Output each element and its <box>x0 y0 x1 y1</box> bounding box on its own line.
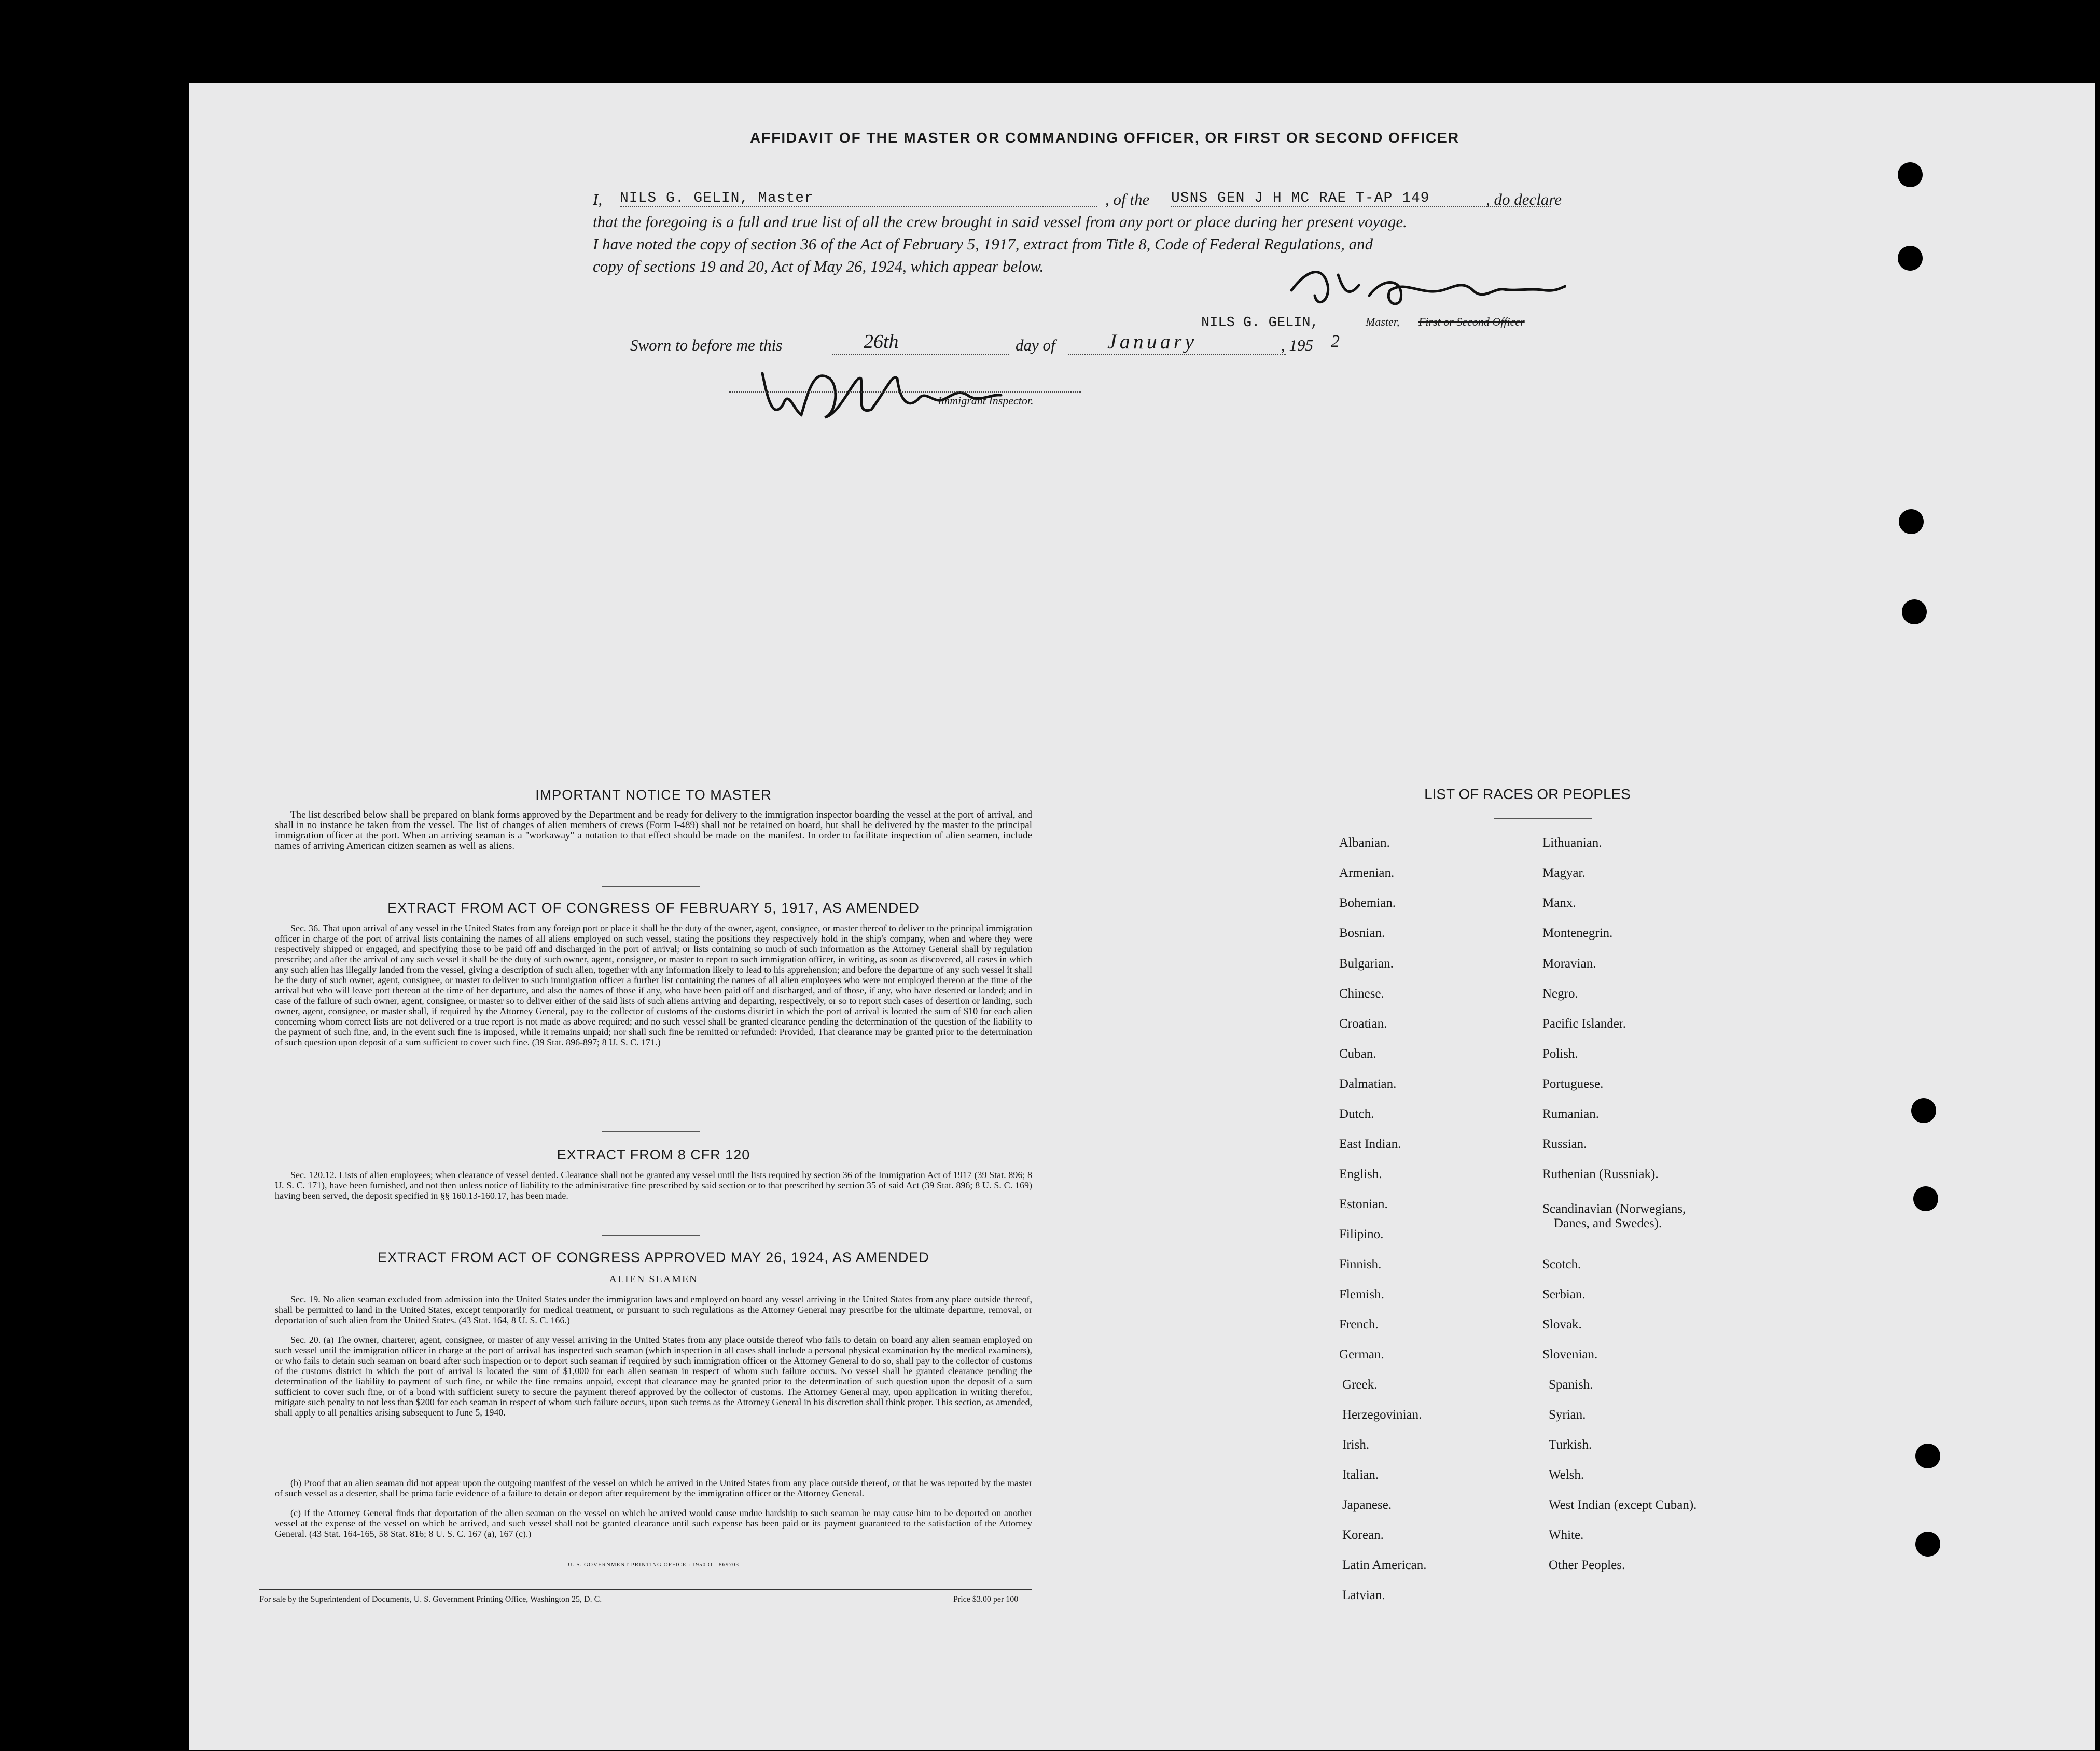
sworn-day-value: 26th <box>864 331 899 353</box>
extract-1924-title: EXTRACT FROM ACT OF CONGRESS APPROVED MAY 26, 1924, AS AMENDED <box>378 1250 929 1265</box>
price-note: Price $3.00 per 100 <box>953 1595 1019 1604</box>
race-item: Rumanian. <box>1542 1107 1600 1121</box>
race-item: Scotch. <box>1542 1257 1581 1271</box>
race-item: East Indian. <box>1339 1137 1401 1151</box>
race-item: Spanish. <box>1549 1378 1593 1392</box>
punch-hole <box>1902 599 1927 624</box>
extract-cfr-title: EXTRACT FROM 8 CFR 120 <box>557 1147 750 1162</box>
divider <box>602 1131 700 1132</box>
race-item: Dutch. <box>1339 1107 1374 1121</box>
notice-body: The list described below shall be prepared on blank forms approved by the Department and be ready for delivery to the immigration inspector boarding the vessel at the port of arrival, and shall in no instance be taken from the vessel. The list of changes of alien members of crews (Form I-489) shall not be retained on board, but shall be delivered by the master to the principal immigration officer at the port. When an arriving seaman is a "workaway" a notation to that effect should be made on the manifest. In order to facilitate inspection of alien seamen, include names of arriving American citizen seamen as well as aliens. <box>275 809 1032 851</box>
punch-hole <box>1898 162 1923 187</box>
race-item: Japanese. <box>1342 1498 1392 1512</box>
race-item: Serbian. <box>1542 1287 1586 1301</box>
sworn-month-value: January <box>1107 330 1198 353</box>
punch-hole <box>1899 509 1924 534</box>
race-item: Latin American. <box>1342 1558 1427 1572</box>
affidavit-line-4: copy of sections 19 and 20, Act of May 26, 1924, which appear below. <box>593 257 1044 275</box>
divider <box>602 886 700 887</box>
races-title: LIST OF RACES OR PEOPLES <box>1424 786 1631 802</box>
footer-rule <box>259 1589 1032 1590</box>
race-item: Negro. <box>1542 987 1578 1001</box>
race-item: Filipino. <box>1339 1227 1384 1241</box>
punch-hole <box>1915 1532 1940 1557</box>
race-item: Greek. <box>1342 1378 1378 1392</box>
extract-1924-sec19: Sec. 19. No alien seaman excluded from admission into the United States under the immigration laws and employed on board any vessel arriving in the United States from any place outside thereof, shall be permitted to land in the United States, except temporarily for medical treatment, or pursuant to such regulations as the Attorney General may prescribe for the ultimate departure, removal, or deportation of such alien from the United States. (43 Stat. 164, 8 U. S. C. 166.) <box>275 1294 1032 1325</box>
affidavit-prefix: I, <box>593 190 603 208</box>
sworn-year-digit: 2 <box>1331 332 1340 351</box>
race-item: Slovenian. <box>1542 1348 1598 1362</box>
divider <box>602 1235 700 1236</box>
race-item: Italian. <box>1342 1468 1379 1482</box>
extract-1917-body: Sec. 36. That upon arrival of any vessel in the United States from any foreign port or place it shall be the duty of the owner, agent, consignee, or master thereof to deliver to the principal immigration officer in charge of the port of arrival lists containing the names of all aliens employed on such vessel, stating the positions they respectively hold in the ship's company, when and where they were respectively shipped or engaged, and specifying those to be paid off and discharged in the port of arrival; or lists containing so much of such information as the Attorney General shall by regulation prescribe; and after the arrival of any such vessel it shall be the duty of such owner, agent, consignee, or master to report to such immigration officer, in writing, as soon as discovered, all cases in which any such alien has illegally landed from the vessel, giving a description of such alien, together with any information likely to lead to his apprehension; and before the departure of any such vessel it shall be the duty of such owner, agent, consignee, or master to deliver to such immigration officer a further list containing the names of all alien employees who were not employed thereon at the time of the arrival but who will leave port thereon at the time of her departure, and also the names of those if any, who have been paid off and discharged, and of those, if any, who have deserted or landed; and in case of the failure of such owner, agent, consignee, or master so to deliver either of the said lists of such aliens arriving and departing, respectively, or so to report such cases of desertion or landing, such owner, agent, consignee, or master shall, if required by the Attorney General, pay to the collector of customs of the customs district in which the port of arrival is located the sum of $10 for each alien concerning whom correct lists are not delivered or a true report is not made as above required; and no such vessel shall be granted clearance pending the determination of the question of the liability to the payment of such fine, and, in the event such fine is imposed, while it remains unpaid; nor shall such fine be remitted or refunded: Provided, That clearance may be granted prior to the determination of such question upon deposit of a sum sufficient to cover such fine. (39 Stat. 896-897; 8 U. S. C. 171.) <box>275 923 1032 1047</box>
race-item: Herzegovinian. <box>1342 1408 1422 1422</box>
signer-typed-name: NILS G. GELIN, <box>1201 315 1319 331</box>
notice-title: IMPORTANT NOTICE TO MASTER <box>535 787 772 803</box>
punch-hole <box>1911 1098 1936 1123</box>
master-name-field: NILS G. GELIN, Master <box>620 190 1097 207</box>
race-item: Montenegrin. <box>1542 926 1613 940</box>
race-item: Flemish. <box>1339 1287 1384 1301</box>
inspector-label: Immigrant Inspector. <box>938 394 1034 407</box>
sworn-month-field <box>1068 330 1286 355</box>
race-item: Finnish. <box>1339 1257 1382 1271</box>
extract-cfr-body: Sec. 120.12. Lists of alien employees; when clearance of vessel denied. Clearance shall not be granted any vessel until the lists required by section 36 of the Immigration Act of 1917 (39 Stat. 896; 8 U. S. C. 171), have been furnished, and not then unless notice of liability to the administrative fine prescribed by said section or to that prescribed by section 35 of said Act (39 Stat. 896; 8 U. S. C. 169) having been served, the deposit specified in §§ 160.13-160.17, has been made. <box>275 1170 1032 1201</box>
race-item: Moravian. <box>1542 957 1596 971</box>
race-item: Korean. <box>1342 1528 1384 1542</box>
signer-role-struck: First or Second Officer <box>1418 315 1525 328</box>
for-sale-note: For sale by the Superintendent of Documents, U. S. Government Printing Office, Washington 25, D. C. <box>259 1595 602 1604</box>
affidavit-of: , of the <box>1105 190 1150 208</box>
sworn-prefix: Sworn to before me this <box>630 336 783 354</box>
race-item: German. <box>1339 1348 1384 1362</box>
sworn-day-field <box>832 333 1009 355</box>
race-item: Turkish. <box>1549 1438 1592 1452</box>
race-item: Lithuanian. <box>1542 836 1602 850</box>
master-signature <box>1286 259 1566 316</box>
affidavit-declare: , do declare <box>1486 190 1562 208</box>
race-item: Scandinavian (Norwegians, <box>1542 1202 1686 1216</box>
extract-1924-subtitle: ALIEN SEAMEN <box>609 1273 698 1285</box>
race-item: Danes, and Swedes). <box>1554 1216 1662 1230</box>
race-item: Bohemian. <box>1339 896 1396 910</box>
affidavit-line-2: that the foregoing is a full and true list of all the crew brought in said vessel from any port or place during her present voyage. <box>593 213 1407 231</box>
race-item: Estonian. <box>1339 1197 1388 1211</box>
race-item: Manx. <box>1542 896 1576 910</box>
race-item: Dalmatian. <box>1339 1077 1397 1091</box>
race-item: Polish. <box>1542 1047 1578 1061</box>
race-item: Chinese. <box>1339 987 1384 1001</box>
punch-hole <box>1898 246 1923 271</box>
affidavit-title: AFFIDAVIT OF THE MASTER OR COMMANDING OFFICER, OR FIRST OR SECOND OFFICER <box>749 130 1460 146</box>
signer-role: Master, <box>1366 315 1400 328</box>
race-item: Syrian. <box>1549 1408 1586 1422</box>
race-item: Other Peoples. <box>1549 1558 1625 1572</box>
race-item: Russian. <box>1542 1137 1587 1151</box>
punch-hole <box>1913 1186 1938 1211</box>
race-item: Magyar. <box>1542 866 1586 880</box>
race-item: Croatian. <box>1339 1017 1387 1031</box>
race-item: West Indian (except Cuban). <box>1549 1498 1697 1512</box>
divider <box>1494 818 1592 819</box>
extract-1924-sec20a: Sec. 20. (a) The owner, charterer, agent, consignee, or master of any vessel arriving in the United States from any place outside thereof who fails to detain on board any alien seaman employed on such vessel until the immigration officer in charge at the port of arrival has inspected such seaman (which inspection in all cases shall include a personal physical examination by the medical examiners), or who fails to detain such seaman on board after such inspection or to deport such seaman if required by such immigration officer or the Attorney General to do so, shall pay to the collector of customs of the customs district in which the port of arrival is located the sum of $1,000 for each alien seaman in respect of whom such failure occurs. No vessel shall be granted clearance pending the determination of the liability to payment of such fine, or while the fine remains unpaid, except that clearance may be granted prior to the determination of such question upon the deposit of a sum sufficient to cover such fine, or of a bond with sufficient surety to secure the payment thereof approved by the collector of customs. The Attorney General may, upon application in writing therefor, mitigate such penalty to not less than $200 for each seaman in respect of whom such failure occurs, upon such terms as the Attorney General in his discretion shall think proper. This section, as amended, shall apply to all penalties arising subsequent to June 5, 1940. <box>275 1335 1032 1418</box>
extract-1917-title: EXTRACT FROM ACT OF CONGRESS OF FEBRUARY 5, 1917, AS AMENDED <box>387 900 920 916</box>
race-item: Bosnian. <box>1339 926 1385 940</box>
sworn-dayof: day of <box>1016 336 1055 354</box>
race-item: Ruthenian (Russniak). <box>1542 1167 1659 1181</box>
race-item: Bulgarian. <box>1339 957 1394 971</box>
extract-1924-sec20c: (c) If the Attorney General finds that deportation of the alien seaman on the vessel on which he arrived would cause undue hardship to such seaman he may cause him to be deported on another vessel at the expense of the vessel on which he arrived, and such vessel shall not be granted clearance until such expense has been paid or its payment guaranteed to the satisfaction of the Attorney General. (43 Stat. 164-165, 58 Stat. 816; 8 U. S. C. 167 (a), 167 (c).) <box>275 1508 1032 1539</box>
race-item: White. <box>1549 1528 1584 1542</box>
affidavit-line-3: I have noted the copy of section 36 of the Act of February 5, 1917, extract from Title 8, Code of Federal Regulations, and <box>593 235 1373 253</box>
race-item: Armenian. <box>1339 866 1395 880</box>
sworn-year-prefix: , 195 <box>1281 336 1313 354</box>
race-item: Latvian. <box>1342 1588 1385 1602</box>
race-item: French. <box>1339 1318 1379 1332</box>
race-item: Albanian. <box>1339 836 1390 850</box>
race-item: Slovak. <box>1542 1318 1582 1332</box>
vessel-name-field: USNS GEN J H MC RAE T-AP 149 <box>1171 190 1551 207</box>
race-item: Pacific Islander. <box>1542 1017 1626 1031</box>
race-item: English. <box>1339 1167 1382 1181</box>
inspector-signature-line <box>729 391 1081 393</box>
race-item: Portuguese. <box>1542 1077 1604 1091</box>
extract-1924-sec20b: (b) Proof that an alien seaman did not appear upon the outgoing manifest of the vessel on which he arrived in the United States from any place outside thereof, or that he was reported by the master of such vessel as a deserter, shall be prima facie evidence of a failure to detain or deport after requirement by the immigration officer or the Attorney General. <box>275 1478 1032 1498</box>
printing-office-note: U. S. GOVERNMENT PRINTING OFFICE : 1950 O - 869703 <box>567 1562 739 1568</box>
race-item: Cuban. <box>1339 1047 1376 1061</box>
affidavit-line-1 <box>593 190 1574 211</box>
race-item: Welsh. <box>1549 1468 1584 1482</box>
race-item: Irish. <box>1342 1438 1370 1452</box>
punch-hole <box>1915 1444 1940 1468</box>
